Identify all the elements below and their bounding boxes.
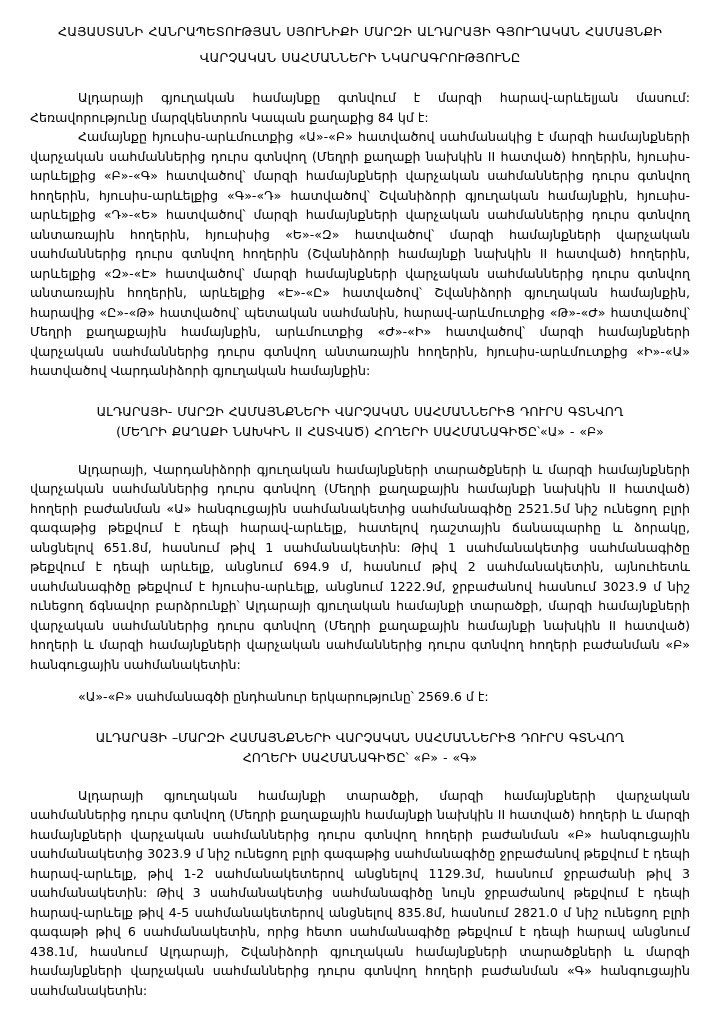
section-1-heading-line-2: (ՄԵՂՐԻ ՔԱՂԱՔԻ ՆԱԽԿԻՆ II ՀԱՏՎԱԾ) ՀՈՂԵՐԻ ՍԱՀՄԱՆԱԳԻԾԸ՝«Ա» - «Բ»	[116, 423, 604, 439]
page-title-line-1: ՀԱՅԱՍՏԱՆԻ ՀԱՆՐԱՊԵՏՈՒԹՅԱՆ ՍՅՈՒՆԻՔԻ ՄԱՐԶԻ ԱԼԴԱՐԱՅԻ ԳՅՈՒՂԱԿԱՆ ՀԱՄԱՅՆՔԻ	[57, 25, 663, 40]
page-title-line-2: ՎԱՐՉԱԿԱՆ ՍԱՀՄԱՆՆԵՐԻ ՆԿԱՐԱԳՐՈՒԹՅՈՒՆԸ	[199, 51, 521, 66]
document-body	[30, 88, 690, 1000]
section-2-paragraph: Ալդարայի գյուղական համայնքի տարածքի, մարզի համայնքների վարչական սահմաններից դուրս գտնվող (Մեղրի քաղաքային համայնքի նախկին II հատված) հողերի և մարզի համայնքների վարչական սահմաններից դուրս գտնվող հողերի բաժանման «Բ» հանգուցային սահմանակետից 3023.9 մ նիշ ունեցող բլրի գագաթից սահմանագիծը ջրբաժանով թեքվում է դեպի հարավ-արևելք, թիվ 1-2 սահմանակետերով անցնելով 1129.3մ, հասնում ջրբաժանի թիվ 3 սահմանակետին: Թիվ 3 սահմանակետից սահմանագիծը նույն ջրբաժանով թեքվում է դեպի հարավ-արևելք թիվ 4-5 սահմանակետերով անցնելով 835.8մ, հասնում 2821.0 մ նիշ ունեցող բլրի գագաթի թիվ 6 սահմանակետին, որից հետո սահմանագիծը թեքվում է դեպի հարավ անցնում 438.1մ, հասնում Ալդարայի, Շվանիձորի գյուղական համայնքների տարածքների և մարզի համայնքների վարչական սահմաններից դուրս գտնվող հողերի բաժանման «Գ» հանգուցային սահմանակետին:	[30, 787, 690, 998]
section-2-heading-line-2: ՀՈՂԵՐԻ ՍԱՀՄԱՆԱԳԻԾԸ՝ «Բ» - «Գ»	[242, 749, 478, 765]
section-2-heading-line-1: ԱԼԴԱՐԱՅԻ –ՄԱՐԶԻ ՀԱՄԱՅՆՔՆԵՐԻ ՎԱՐՉԱԿԱՆ ՍԱՀՄԱՆՆԵՐԻՑ ԴՈՒՐՍ ԳՏՆՎՈՂ	[95, 729, 625, 745]
intro-paragraph: Ալդարայի գյուղական համայնքը գտնվում է մարզի հարավ-արևելյան մասում: Հեռավորությունը մարզկենտրոն Կապան քաղաքից 84 կմ է:	[30, 90, 690, 125]
page-title	[36, 20, 684, 72]
boundary-overview-paragraph: Համայնքը հյուսիս-արևմուտքից «Ա»-«Բ» հատվածով սահմանակից է մարզի համայնքների վարչական սահմաններից դուրս գտնվող (Մեղրի քաղաքի նախկին II հատված) հողերին, հյուսիս-արևելքից «Բ»-«Գ» հատվածով՝ մարզի համայնքների վարչական սահմաններից դուրս գտնվող հողերին, հյուսիս-արևելքից «Գ»-«Դ» հատվածով՝ Շվանիձորի գյուղական համայնքին, հյուսիս-արևելքից «Դ»-«Ե» հատվածով՝ մարզի համայնքների վարչական սահմաններից դուրս գտնվող անտառային հողերին, հյուսիսից «Ե»-«Զ» հատվածով՝ մարզի համայնքների վարչական սահմաններից դուրս գտնվող հողերին (Շվանիձորի համայնքի նախկին II հատված) հողերին, արևելքից «Զ»-«Է» հատվածով՝ մարզի համայնքների վարչական սահմաններից դուրս գտնվող անտառային հողերին, արևելքից «Է»-«Ը» հատվածով՝ Շվանիձորի գյուղական համայնքին, հարավից «Ը»-«Թ» հատվածով՝ պետական սահմանին, հարավ-արևմուտքից «Թ»-«Ժ» հատվածով՝ Մեղրի քաղաքային համայնքին, արևմուտքից «Ժ»-«Ի» հատվածով՝ մարզի համայնքների վարչական սահմաններից դուրս գտնվող անտառային հողերին, հյուսիս-արևմուտքից «Ի»-«Ա» հատվածով Վարդանիձորի գյուղական համայնքին:	[30, 129, 690, 378]
section-2-heading	[44, 728, 676, 768]
section-1-heading	[44, 402, 676, 442]
spacer	[30, 674, 690, 687]
section-1-closing-line: «Ա»-«Բ» սահմանագծի ընդհանուր երկարությունը՝ 2569.6 մ է:	[78, 689, 489, 704]
section-1-heading-line-1: ԱԼԴԱՐԱՅԻ- ՄԱՐԶԻ ՀԱՄԱՅՆՔՆԵՐԻ ՎԱՐՉԱԿԱՆ ՍԱՀՄԱՆՆԵՐԻՑ ԴՈՒՐՍ ԳՏՆՎՈՂ	[96, 403, 624, 419]
section-1-paragraph: Ալդարայի, Վարդանիձորի գյուղական համայնքների տարածքների և մարզի համայնքների վարչական սահմաններից դուրս գտնվող (Մեղրի քաղաքային համայնքի նախկին II հատված) հողերի բաժանման «Ա» հանգուցային սահմանակետից սահմանագիծը 2521.5մ նիշ ունեցող բլրի գագաթից թեքվում է դեպի հարավ-արևելք, հատելով դաշտային ճանապարհը և ձորակը, անցնելով 651.8մ, հասնում թիվ 1 սահմանակետին: Թիվ 1 սահմանակետից սահմանագիծը թեքվում է դեպի արևելք, անցնում 694.9 մ, հասնում թիվ 2 սահմանակետին, այնուհետև սահմանագիծը թեքվում է հյուսիս-արևելք, անցնում 1222.9մ, ջրբաժանով հասնում 3023.9 մ նիշ ունեցող ճգնավոր բարձրունքի՝ Ալդարայի գյուղական համայնքի տարածքի, մարզի համայնքների վարչական սահմաններից դուրս գտնվող (Մեղրի քաղաքային համայնքի նախկին II հատված) հողերի և մարզի համայնքների վարչական սահմաններից դուրս գտնվող հողերի բաժանման «Բ» հանգուցային սահմանակետին:	[30, 461, 690, 672]
